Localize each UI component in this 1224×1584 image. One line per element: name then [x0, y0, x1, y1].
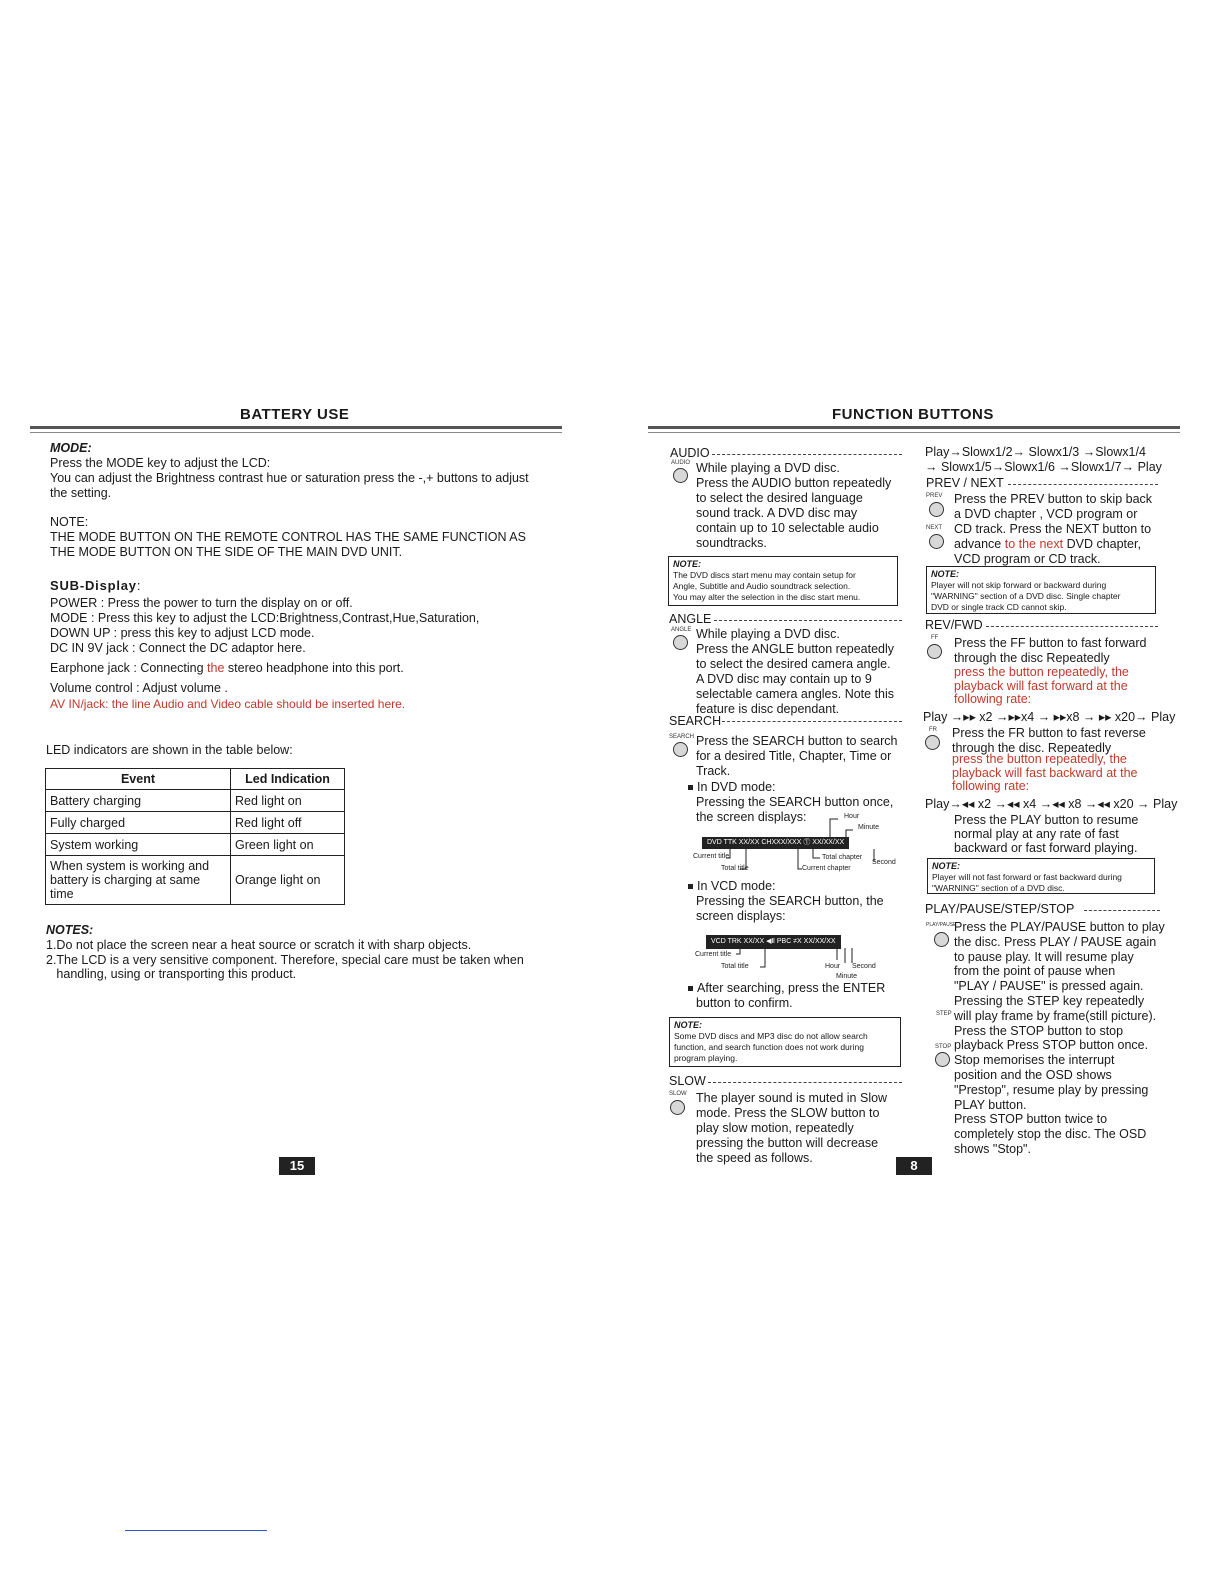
- dvd-callout-current-title: Current title: [693, 853, 730, 860]
- ff-red-text: press the button repeatedly, the playback will fast forward at the following rate:: [954, 665, 1129, 706]
- slow-text: The player sound is muted in Slow mode. Press the SLOW button to play slow motion, repeatedly pressing the button will decrease the speed as follows.: [696, 1091, 888, 1165]
- ff-rate: Play →▸▸ x2 →▸▸x4 → ▸▸x8 → ▸▸ x20→ Play: [923, 710, 1176, 724]
- sub-line-downup: DOWN UP : press this key to adjust LCD mode.: [50, 626, 315, 640]
- search-dvd-mode: In DVD mode:: [688, 780, 776, 795]
- dvd-callout-hour: Hour: [844, 813, 860, 820]
- next-btn-label: NEXT: [926, 525, 943, 531]
- note-heading: NOTE:: [50, 515, 89, 529]
- led-intro: LED indicators are shown in the table below:: [46, 743, 293, 757]
- audio-section-label: AUDIO: [670, 446, 710, 460]
- ff-btn-label: FF: [931, 635, 939, 641]
- resume-text: Press the PLAY button to resume normal play at any rate of fast backward or fast forward playing.: [954, 813, 1139, 855]
- playpause-button-icon: [934, 932, 949, 947]
- stop-button-icon: [935, 1052, 950, 1067]
- dvd-callout-total-chapter: Total chapter: [822, 854, 863, 861]
- vcd-callout-minute: Minute: [836, 973, 858, 980]
- next-button-icon: [929, 534, 944, 549]
- play-text: Press the PLAY/PAUSE button to play the disc. Press PLAY / PAUSE again to pause play. It will resume play from the point of pause when "PLAY / PAUSE" is pressed again. Pressing the STEP key repeatedly will play frame by frame(still picture). Press the STOP button to stop playback Press STOP button once. Stop memorises the interrupt position and the OSD shows "Prestop", resume play by pressing PLAY button. Press STOP button twice to completely stop the disc. The OSD shows "Stop".: [954, 920, 1165, 1156]
- ff-button-icon: [927, 644, 942, 659]
- left-title-rule-thin: [30, 432, 562, 433]
- fr-red-text: press the button repeatedly, the playback will fast backward at the following rate:: [952, 752, 1138, 793]
- dvd-callout-total-title: Total title: [721, 865, 749, 872]
- search-vcd-mode: In VCD mode:: [688, 879, 776, 894]
- table-row: [46, 856, 345, 905]
- slow-section-label: SLOW: [669, 1074, 706, 1088]
- sub-line-dcin: DC IN 9V jack : Connect the DC adaptor here.: [50, 641, 306, 655]
- led-header-indication: Led Indication: [231, 769, 345, 790]
- notes-heading: NOTES:: [46, 923, 94, 937]
- angle-dash: [714, 620, 902, 621]
- note-line-1: THE MODE BUTTON ON THE REMOTE CONTROL HAS THE SAME FUNCTION AS: [50, 530, 526, 544]
- notes-line-3: handling, using or transporting this product.: [46, 967, 297, 981]
- revfwd-note: NOTE: Player will not fast forward or fast backward during "WARNING" section of a DVD disc.: [927, 858, 1155, 894]
- vcd-callout-second: Second: [852, 963, 876, 970]
- right-title-rule: [648, 426, 1180, 429]
- dvd-osd-display: DVD TTK XX/XX CHXXX/XXX Ⓣ XX/XX/XX: [702, 837, 849, 849]
- table-row: [46, 834, 345, 856]
- slow-btn-label: SLOW: [669, 1091, 687, 1097]
- search-after-2: button to confirm.: [696, 996, 793, 1010]
- avin-line: AV IN/jack: the line Audio and Video cable should be inserted here.: [50, 697, 406, 711]
- prev-btn-label: PREV: [926, 493, 943, 499]
- prev-button-icon: [929, 502, 944, 517]
- table-row: [46, 790, 345, 812]
- left-page-number: 15: [279, 1157, 315, 1175]
- fr-text: Press the FR button to fast reverse through the disc. Repeatedly: [952, 726, 1146, 755]
- search-vcd-text: Pressing the SEARCH button, the screen displays:: [696, 894, 884, 923]
- angle-section-label: ANGLE: [669, 612, 712, 626]
- angle-button-icon: [673, 635, 688, 650]
- dvd-callout-lines: [690, 810, 910, 880]
- dvd-callout-current-chapter: Current chapter: [802, 865, 851, 872]
- revfwd-section-label: REV/FWD: [925, 618, 983, 632]
- notes-line-1: 1.Do not place the screen near a heat source or scratch it with sharp objects.: [46, 938, 472, 952]
- revfwd-dash: [986, 626, 1158, 627]
- right-page-title: FUNCTION BUTTONS: [832, 406, 994, 423]
- slow-rates: Play→Slowx1/2→ Slowx1/3 →Slowx1/4 → Slowx1/5→Slowx1/6 →Slowx1/7→ Play: [925, 445, 1162, 474]
- led-event: Fully charged: [46, 812, 231, 834]
- mode-line-3: the setting.: [50, 486, 112, 500]
- stop-btn-label: STOP: [935, 1044, 952, 1050]
- ff-text: Press the FF button to fast forward through the disc Repeatedly: [954, 636, 1147, 665]
- angle-btn-label: ANGLE: [671, 627, 692, 633]
- right-title-rule-thin: [648, 432, 1180, 433]
- vcd-callout-hour: Hour: [825, 963, 841, 970]
- note-line-2: THE MODE BUTTON ON THE SIDE OF THE MAIN DVD UNIT.: [50, 545, 403, 559]
- led-event: System working: [46, 834, 231, 856]
- vcd-callout-current-title: Current title: [695, 951, 732, 958]
- search-button-icon: [673, 742, 688, 757]
- audio-btn-label: AUDIO: [671, 460, 691, 466]
- prevnext-dash: [1008, 484, 1158, 485]
- fr-rate: Play→◂◂ x2 →◂◂ x4 →◂◂ x8 →◂◂ x20 → Play: [925, 797, 1178, 811]
- left-page-title: BATTERY USE: [240, 406, 350, 423]
- led-table-header: [46, 769, 345, 790]
- prevnext-note: NOTE: Player will not skip forward or backward during "WARNING" section of a DVD disc. Single chapter DVD or single track CD cannot skip.: [926, 566, 1156, 614]
- led-event: Battery charging: [46, 790, 231, 812]
- led-indication: Red light on: [231, 790, 345, 812]
- play-section-label: PLAY/PAUSE/STEP/STOP: [925, 902, 1075, 916]
- vcd-callout-total-title: Total title: [721, 963, 749, 970]
- audio-text: While playing a DVD disc. Press the AUDIO button repeatedly to select the desired language sound track. A DVD disc may contain up to 10 selectable audio soundtracks.: [696, 461, 892, 550]
- led-table: [45, 768, 345, 905]
- vcd-callout-lines: [690, 948, 890, 978]
- audio-note: NOTE: The DVD discs start menu may contain setup for Angle, Subtitle and Audio soundtrack selection. You may alter the selection in the disc start menu.: [668, 556, 898, 606]
- led-event: When system is working and battery is charging at same time: [46, 856, 231, 905]
- search-dvd-text: Pressing the SEARCH button once, the screen displays:: [696, 795, 894, 824]
- dvd-callout-second: Second: [872, 859, 896, 866]
- play-dash: [1084, 910, 1160, 911]
- mode-line-1: Press the MODE key to adjust the LCD:: [50, 456, 271, 470]
- led-indication: Orange light on: [231, 856, 345, 905]
- slow-dash: [708, 1082, 902, 1083]
- right-page-number: 8: [896, 1157, 932, 1175]
- angle-text: While playing a DVD disc. Press the ANGLE button repeatedly to select the desired camera angle. A DVD disc may contain up to 9 selectable camera angles. Note this feature is disc dependant.: [696, 627, 895, 716]
- vcd-osd-display: VCD TRK XX/XX ◀Ⅱ PBC ≠X XX/XX/XX: [706, 935, 841, 949]
- audio-dash: [712, 454, 902, 455]
- footer-line: [125, 1530, 267, 1531]
- mode-heading: MODE:: [50, 441, 92, 455]
- fr-button-icon: [925, 735, 940, 750]
- sub-line-mode: MODE : Press this key to adjust the LCD:Brightness,Contrast,Hue,Saturation,: [50, 611, 480, 625]
- led-indication: Red light off: [231, 812, 345, 834]
- left-title-rule: [30, 426, 562, 429]
- prevnext-text: Press the PREV button to skip back a DVD chapter , VCD program or CD track. Press the NEXT button to advance to the next DVD chapter, VCD program or CD track.: [954, 492, 1153, 566]
- fr-btn-label: FR: [929, 727, 937, 733]
- notes-line-2: 2.The LCD is a very sensitive component. Therefore, special care must be taken when: [46, 953, 524, 967]
- led-indication: Green light on: [231, 834, 345, 856]
- search-btn-label: SEARCH: [669, 734, 695, 740]
- step-btn-label: STEP: [936, 1011, 952, 1017]
- dvd-callout-minute: Minute: [858, 824, 880, 831]
- sub-line-power: POWER : Press the power to turn the display on or off.: [50, 596, 353, 610]
- prevnext-section-label: PREV / NEXT: [926, 476, 1004, 490]
- search-note: NOTE: Some DVD discs and MP3 disc do not allow search function, and search function does not work during program playing.: [669, 1017, 901, 1067]
- sub-display-heading: SUB-Display:: [50, 578, 142, 593]
- playpause-btn-label: PLAY/PAUSE: [926, 922, 957, 928]
- volume-line: Volume control : Adjust volume .: [50, 681, 228, 695]
- mode-line-2: You can adjust the Brightness contrast hue or saturation press the -,+ buttons to adjust: [50, 471, 529, 485]
- led-header-event: Event: [46, 769, 231, 790]
- slow-button-icon: [670, 1100, 685, 1115]
- audio-button-icon: [673, 468, 688, 483]
- earphone-line: Earphone jack : Connecting the stereo headphone into this port.: [50, 661, 404, 675]
- search-text: Press the SEARCH button to search for a desired Title, Chapter, Time or Track.: [696, 734, 898, 778]
- search-dash: [722, 721, 902, 722]
- table-row: [46, 812, 345, 834]
- search-after: After searching, press the ENTER: [688, 981, 885, 996]
- search-section-label: SEARCH: [669, 714, 722, 728]
